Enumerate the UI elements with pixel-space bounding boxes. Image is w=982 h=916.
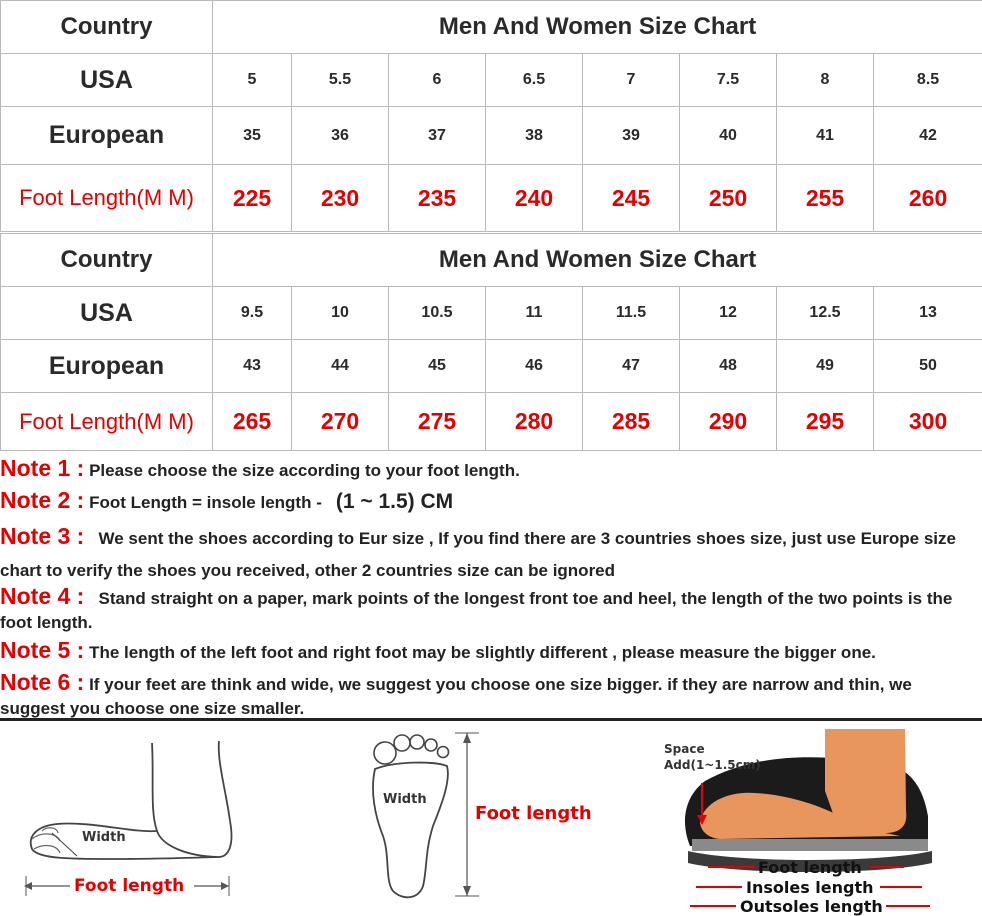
european-row [1, 107, 982, 165]
note-text: We sent the shoes according to Eur size , If you find there are 3 countries shoes size, just use Europe size chart to verify the shoes you received, other 2 countries size can be ignored [0, 529, 956, 580]
note-6 [0, 670, 975, 721]
usa-label: USA [1, 54, 213, 107]
insole [692, 839, 928, 851]
eur-size-cell: 37 [389, 107, 486, 165]
note-text: If your feet are think and wide, we suggest you choose one size bigger. if they are narrow and thin, we suggest you choose one size smaller. [0, 675, 912, 718]
usa-size-cell: 7.5 [680, 54, 777, 107]
eur-size-cell: 40 [680, 107, 777, 165]
footprint-diagram [355, 721, 615, 916]
country-header: Country [1, 234, 213, 287]
usa-label: USA [1, 287, 213, 340]
foot-length-cell: 250 [680, 165, 777, 232]
width-line [52, 833, 77, 856]
note-3 [0, 520, 975, 587]
note-label: Note 3 : [0, 523, 85, 549]
foot-length-cell: 295 [777, 393, 874, 451]
toe-1 [374, 742, 396, 764]
usa-size-cell: 12 [680, 287, 777, 340]
foot-length-cell: 285 [583, 393, 680, 451]
foot-length-cell: 265 [213, 393, 292, 451]
eur-size-cell: 43 [213, 340, 292, 393]
country-header: Country [1, 1, 213, 54]
foot-length-cell: 225 [213, 165, 292, 232]
foot-length-label: Foot Length(M M) [1, 165, 213, 232]
usa-size-cell: 7 [583, 54, 680, 107]
note-1 [0, 456, 975, 483]
foot-length-label: Foot length [758, 858, 862, 877]
usa-size-cell: 9.5 [213, 287, 292, 340]
foot-length-cell: 275 [389, 393, 486, 451]
shoe-cross-section-diagram [660, 721, 950, 916]
note-label: Note 1 : [0, 455, 85, 481]
usa-size-cell: 10 [292, 287, 389, 340]
side-foot-diagram [12, 721, 262, 916]
note-2 [0, 488, 975, 515]
usa-size-cell: 12.5 [777, 287, 874, 340]
table-header-row [1, 234, 982, 287]
eur-size-cell: 38 [486, 107, 583, 165]
european-label: European [1, 107, 213, 165]
foot-length-cell: 240 [486, 165, 583, 232]
note-5 [0, 638, 975, 665]
table-header-row [1, 1, 982, 54]
toe-3 [410, 735, 424, 749]
notes-section [0, 452, 982, 718]
foot-length-row [1, 393, 982, 451]
usa-size-cell: 10.5 [389, 287, 486, 340]
width-label: Width [383, 792, 427, 807]
arrowhead-right [221, 882, 229, 890]
foot-length-cell: 255 [777, 165, 874, 232]
usa-size-cell: 6 [389, 54, 486, 107]
arrowhead-left [24, 882, 32, 890]
note-label: Note 6 : [0, 669, 85, 695]
eur-size-cell: 44 [292, 340, 389, 393]
note-label: Note 2 : [0, 487, 85, 513]
note-label: Note 4 : [0, 583, 85, 609]
toe-5 [438, 747, 449, 758]
arrowhead-top [463, 733, 471, 743]
size-chart-table-1 [0, 0, 982, 232]
foot-length-cell: 260 [874, 165, 982, 232]
eur-size-cell: 45 [389, 340, 486, 393]
note-text: Please choose the size according to your foot length. [89, 461, 520, 480]
eur-size-cell: 41 [777, 107, 874, 165]
chart-title: Men And Women Size Chart [213, 234, 982, 287]
note-label: Note 5 : [0, 637, 85, 663]
foot-length-cell: 270 [292, 393, 389, 451]
foot-length-label: Foot length [475, 803, 592, 824]
usa-size-cell: 13 [874, 287, 982, 340]
eur-size-cell: 42 [874, 107, 982, 165]
measurement-diagrams [0, 721, 982, 916]
eur-size-cell: 49 [777, 340, 874, 393]
usa-size-cell: 5.5 [292, 54, 389, 107]
eur-size-cell: 46 [486, 340, 583, 393]
foot-length-cell: 230 [292, 165, 389, 232]
usa-size-cell: 8 [777, 54, 874, 107]
eur-size-cell: 36 [292, 107, 389, 165]
eur-size-cell: 35 [213, 107, 292, 165]
note-4 [0, 584, 975, 635]
european-row [1, 340, 982, 393]
arrowhead-bottom [463, 886, 471, 896]
space-value: Add(1~1.5cm) [664, 758, 761, 772]
outsoles-length-label: Outsoles length [740, 897, 883, 916]
eur-size-cell: 39 [583, 107, 680, 165]
foot-length-label: Foot length [74, 876, 185, 896]
toe-2 [394, 735, 410, 751]
space-label: Space [664, 742, 705, 756]
foot-length-row [1, 165, 982, 232]
usa-row [1, 54, 982, 107]
toe-4 [425, 739, 437, 751]
foot-length-label: Foot Length(M M) [1, 393, 213, 451]
insoles-length-label: Insoles length [746, 878, 874, 897]
eur-size-cell: 47 [583, 340, 680, 393]
size-chart-table-2 [0, 233, 982, 451]
note-text: The length of the left foot and right foot may be slightly different , please measure the bigger one. [89, 643, 876, 662]
foot-length-cell: 280 [486, 393, 583, 451]
eur-size-cell: 48 [680, 340, 777, 393]
usa-row [1, 287, 982, 340]
foot-length-cell: 245 [583, 165, 680, 232]
foot-length-cell: 290 [680, 393, 777, 451]
chart-title: Men And Women Size Chart [213, 1, 982, 54]
foot-length-cell: 300 [874, 393, 982, 451]
usa-size-cell: 6.5 [486, 54, 583, 107]
note-extra-value: (1 ~ 1.5) CM [335, 490, 454, 513]
usa-size-cell: 11 [486, 287, 583, 340]
note-text: Foot Length = insole length - [89, 493, 322, 512]
eur-size-cell: 50 [874, 340, 982, 393]
usa-size-cell: 11.5 [583, 287, 680, 340]
european-label: European [1, 340, 213, 393]
sole-outline [373, 763, 448, 898]
foot-outline [152, 741, 231, 857]
note-text: Stand straight on a paper, mark points of the longest front toe and heel, the length of the two points is the foot length. [0, 589, 953, 632]
usa-size-cell: 8.5 [874, 54, 982, 107]
width-label: Width [82, 830, 126, 845]
usa-size-cell: 5 [213, 54, 292, 107]
foot-length-cell: 235 [389, 165, 486, 232]
